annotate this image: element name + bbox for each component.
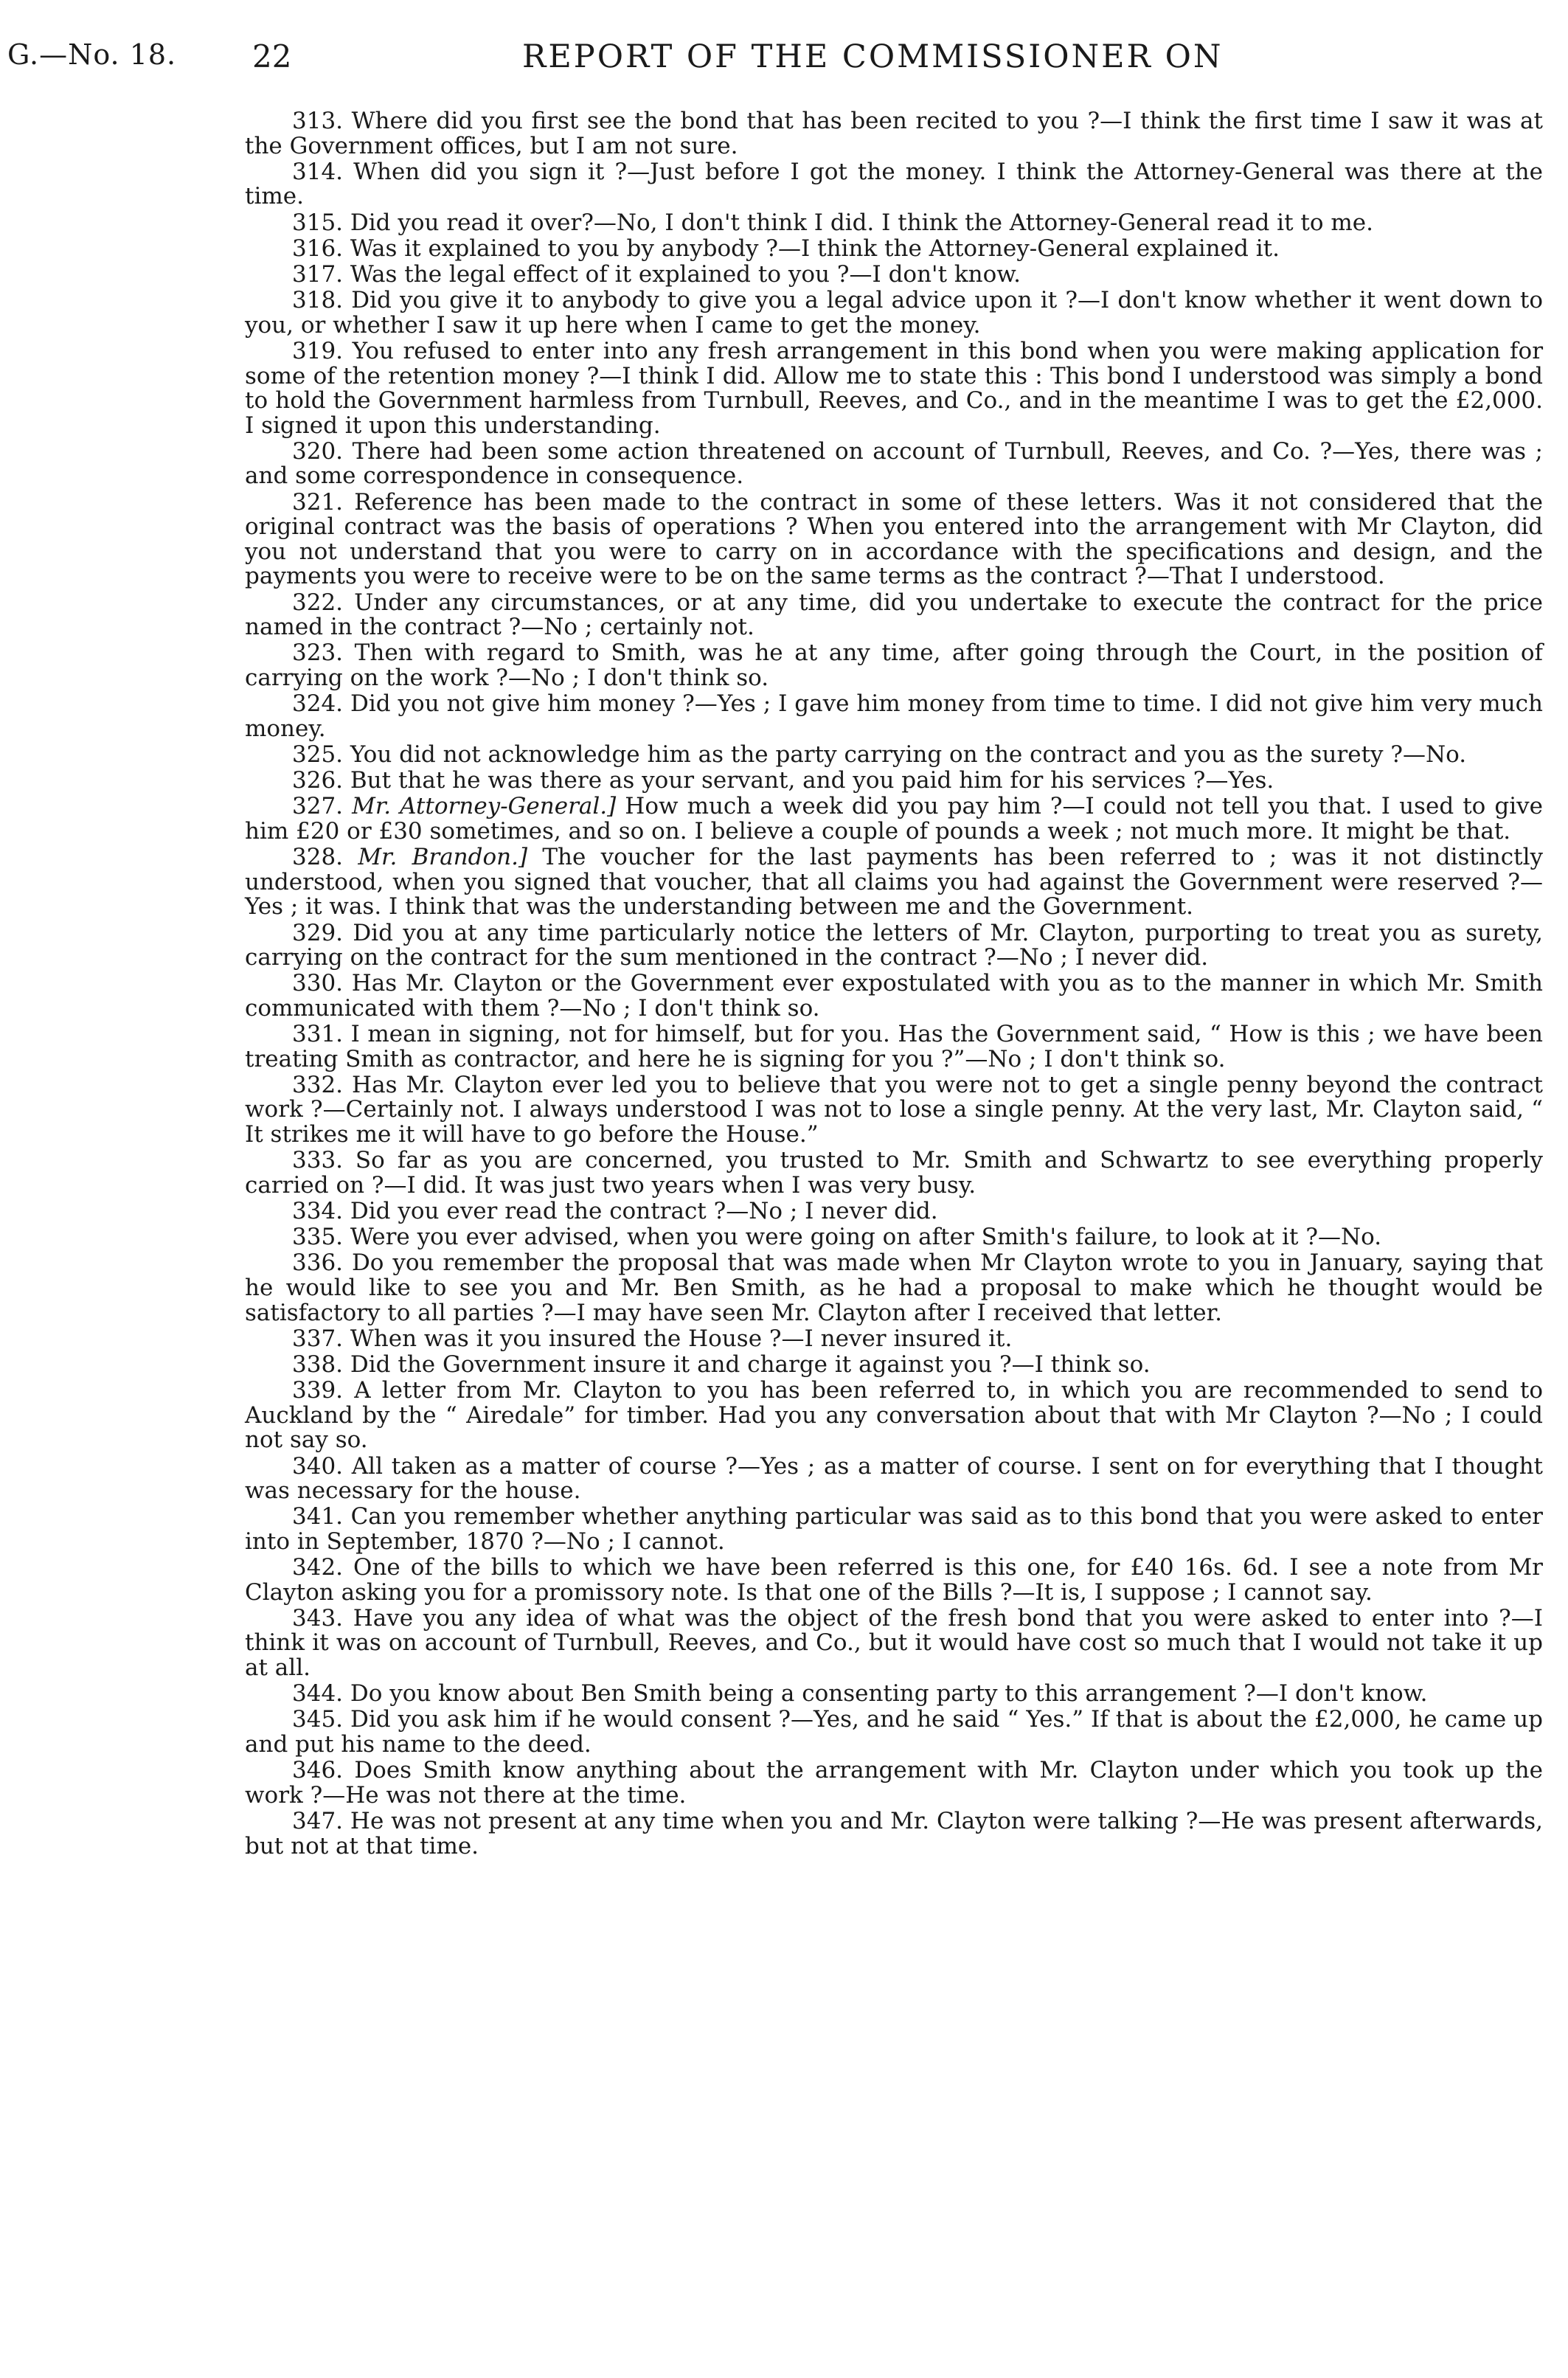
- question-answer-text: Did you read it over?—No, I don't think I did. I think the Attorney-General read it to me.: [350, 209, 1373, 236]
- question-answer-text: Did you at any time particularly notice the letters of Mr. Clayton, purporting to treat you as surety, carrying on the contract for the sum mentioned in the contract ?—No ; I never did.: [245, 919, 1543, 971]
- question-number: 344.: [292, 1680, 344, 1708]
- question-answer-text: Where did you first see the bond that has been recited to you ?—I think the first time I saw it was at the Government offices, but I am not sure.: [245, 108, 1543, 159]
- question-answer-text: You refused to enter into any fresh arrangement in this bond when you were making application for some of the retention money ?—I think I did. Allow me to state this : This bond I understood was simply a bond to hold the Government harmless from Turnbull, Reeves, and Co., and in the meantime I was to get the £2,000. I signed it upon this understanding.: [245, 337, 1544, 439]
- question-number: 334.: [292, 1198, 344, 1224]
- question-answer-text: When did you sign it ?—Just before I got the money. I think the Attorney-General was there at the time.: [245, 158, 1543, 210]
- question-answer-text: The voucher for the last payments has been referred to ; was it not distinctly understood, when you signed that voucher, that all claims you had against the Government were reserved ?—Yes ; it was. I think that was the understanding between me and the Government.: [245, 844, 1543, 921]
- question-number: 318.: [292, 287, 344, 314]
- question-number: 315.: [292, 209, 344, 236]
- question-number: 346.: [292, 1757, 344, 1784]
- testimony-paragraph: [245, 971, 1543, 1021]
- question-answer-text: But that he was there as your servant, and you paid him for his services ?—Yes.: [350, 767, 1274, 794]
- question-number: 342.: [292, 1554, 344, 1581]
- question-answer-text: One of the bills to which we have been referred is this one, for £40 16s. 6d. I see a note from Mr Clayton asking you for a promissory note. Is that one of the Bills ?—It is, I suppose ; I cannot say.: [245, 1554, 1543, 1606]
- question-number: 321.: [292, 488, 344, 516]
- question-number: 317.: [292, 260, 344, 288]
- testimony-paragraph: [245, 1327, 1543, 1352]
- testimony-paragraph: [245, 1148, 1543, 1198]
- question-number: 330.: [292, 970, 344, 997]
- question-answer-text: You did not acknowledge him as the party carrying on the contract and you as the surety ?—No.: [350, 741, 1467, 768]
- testimony-paragraph: [245, 769, 1543, 794]
- question-number: 320.: [292, 437, 344, 465]
- question-answer-text: Were you ever advised, when you were going on after Smith's failure, to look at it ?—No.: [350, 1224, 1382, 1251]
- question-number: 329.: [292, 919, 344, 946]
- speaker-label: Mr. Attorney-General.]: [352, 793, 617, 820]
- testimony-paragraph: [245, 1073, 1543, 1148]
- testimony-paragraph: [245, 1758, 1543, 1808]
- testimony-paragraph: [245, 1708, 1543, 1757]
- testimony-paragraph: [245, 1452, 1544, 1505]
- testimony-paragraph: [245, 794, 1543, 844]
- question-number: 343.: [292, 1604, 344, 1632]
- question-answer-text: Reference has been made to the contract in some of these letters. Was it not considered that the original contract was the basis of operations ? When you entered into the arrangement with Mr Clayton, did you not understand that you were to carry on in accordance with the specifications and design, and the payments you were to receive were to be on the same terms as the contract ?—That I understood.: [245, 488, 1543, 590]
- testimony-paragraph: [245, 641, 1543, 690]
- question-answer-text: Have you any idea of what was the object of the fresh bond that you were asked to enter into ?—I think it was on account of Turnbull, Reeves, and Co., but it would have cost so much that I would not take it up at all.: [245, 1604, 1543, 1682]
- question-number: 347.: [292, 1807, 344, 1834]
- question-number: 319.: [292, 337, 344, 364]
- question-number: 322.: [292, 589, 344, 616]
- question-number: 339.: [292, 1377, 344, 1404]
- question-number: 332.: [292, 1071, 344, 1098]
- question-number: 333.: [292, 1147, 344, 1174]
- testimony-paragraph: [245, 743, 1543, 768]
- testimony-paragraph: [245, 921, 1543, 971]
- question-answer-text: I mean in signing, not for himself, but for you. Has the Government said, “ How is this ; we have been treating Smith as contractor, and here he is signing for you ?”—No ; I don't think so.: [245, 1021, 1543, 1072]
- page-number: 22: [252, 38, 292, 74]
- question-answer-text: Under any circumstances, or at any time, did you undertake to execute the contract for the price named in the contract ?—No ; certainly not.: [245, 589, 1544, 641]
- question-answer-text: Did you not give him money ?—Yes ; I gave him money from time to time. I did not give him very much money.: [245, 690, 1543, 742]
- question-answer-text: Did the Government insure it and charge it against you ?—I think so.: [350, 1351, 1151, 1378]
- testimony-paragraph: [245, 160, 1543, 209]
- question-number: 345.: [292, 1706, 344, 1733]
- question-answer-text: A letter from Mr. Clayton to you has been referred to, in which you are recommended to send to Auckland by the “ Airedale” for timber. Had you any conversation about that with Mr Clayton ?—No ; I could not say so.: [245, 1377, 1543, 1454]
- testimony-paragraph: [245, 845, 1543, 920]
- question-answer-text: There had been some action threatened on account of Turnbull, Reeves, and Co. ?—Yes, there was ; and some correspondence in consequence.: [245, 437, 1543, 490]
- testimony-paragraph: [245, 1682, 1543, 1707]
- question-answer-text: Then with regard to Smith, was he at any time, after going through the Court, in the position of carrying on the work ?—No ; I don't think so.: [245, 639, 1543, 691]
- testimony-paragraph: [245, 1379, 1543, 1453]
- question-answer-text: When was it you insured the House ?—I never insured it.: [350, 1325, 1013, 1352]
- testimony-paragraph: [245, 1505, 1543, 1554]
- question-number: 340.: [292, 1452, 344, 1480]
- question-number: 313.: [292, 108, 344, 134]
- testimony-paragraph: [245, 591, 1543, 640]
- question-answer-text: So far as you are concerned, you trusted to Mr. Smith and Schwartz to see everything properly carried on ?—I did. It was just two years when I was very busy.: [245, 1147, 1544, 1199]
- question-number: 324.: [292, 690, 344, 718]
- question-answer-text: Has Mr. Clayton ever led you to believe that you were not to get a single penny beyond the contract work ?—Certainly not. I always understood I was not to lose a single penny. At the very last, Mr. Clayton said, “ It strikes me it will have to go before the House.”: [245, 1071, 1543, 1148]
- page-header: [0, 38, 1568, 83]
- testimony-paragraph: [245, 1251, 1543, 1325]
- question-number: 327.: [292, 793, 344, 820]
- question-answer-text: Has Mr. Clayton or the Government ever expostulated with you as to the manner in which Mr. Smith communicated with them ?—No ; I don't think so.: [245, 970, 1543, 1022]
- question-number: 314.: [292, 158, 344, 185]
- question-number: 328.: [292, 844, 344, 871]
- testimony-paragraph: [245, 1606, 1543, 1681]
- question-answer-text: Did you ever read the contract ?—No ; I never did.: [350, 1198, 938, 1224]
- testimony-paragraph: [245, 1556, 1543, 1605]
- question-number: 336.: [292, 1249, 344, 1277]
- testimony-paragraph: [245, 437, 1543, 490]
- testimony-paragraph: [245, 109, 1543, 159]
- speaker-label: Mr. Brandon.]: [358, 844, 528, 871]
- question-answer-text: Was the legal effect of it explained to you ?—I don't know.: [350, 260, 1021, 288]
- question-answer-text: Was it explained to you by anybody ?—I think the Attorney-General explained it.: [350, 235, 1280, 262]
- question-answer-text: Do you remember the proposal that was made when Mr Clayton wrote to you in January, saying that he would like to see you and Mr. Ben Smith, as he had a proposal to make which he thought would be satisfactory to all parties ?—I may have seen Mr. Clayton after I received that letter.: [245, 1249, 1543, 1326]
- question-number: 326.: [292, 767, 344, 794]
- question-answer-text: All taken as a matter of course ?—Yes ; as a matter of course. I sent on for everything that I thought was necessary for the house.: [245, 1452, 1544, 1505]
- testimony-paragraph: [245, 211, 1543, 236]
- testimony-paragraph: [245, 490, 1543, 589]
- question-number: 338.: [292, 1351, 344, 1378]
- question-answer-text: Can you remember whether anything particular was said as to this bond that you were asked to enter into in September, 1870 ?—No ; I cannot.: [245, 1503, 1544, 1555]
- testimony-paragraph: [245, 237, 1543, 262]
- running-title: REPORT OF THE COMMISSIONER ON: [522, 38, 1224, 75]
- question-answer-text: Does Smith know anything about the arrangement with Mr. Clayton under which you took up the work ?—He was not there at the time.: [245, 1757, 1543, 1809]
- testimony-paragraph: [245, 1353, 1543, 1378]
- question-answer-text: How much a week did you pay him ?—I could not tell you that. I used to give him £20 or £30 sometimes, and so on. I believe a couple of pounds a week ; not much more. It might be that.: [245, 793, 1543, 845]
- testimony-paragraph: [245, 692, 1543, 741]
- testimony-paragraph: [245, 1199, 1543, 1224]
- testimony-paragraph: [245, 1022, 1543, 1072]
- testimony-body: [245, 109, 1543, 1860]
- testimony-paragraph: [245, 1225, 1543, 1250]
- testimony-paragraph: [245, 1809, 1543, 1859]
- question-answer-text: Did you ask him if he would consent ?—Yes, and he said “ Yes.” If that is about the £2,000, he came up and put his name to the deed.: [245, 1706, 1543, 1758]
- question-number: 325.: [292, 741, 344, 768]
- testimony-paragraph: [245, 288, 1543, 338]
- question-number: 335.: [292, 1224, 344, 1251]
- question-answer-text: Did you give it to anybody to give you a legal advice upon it ?—I don't know whether it went down to you, or whether I saw it up here when I came to get the money.: [245, 287, 1544, 339]
- question-answer-text: Do you know about Ben Smith being a consenting party to this arrangement ?—I don't know.: [350, 1680, 1428, 1708]
- question-number: 337.: [292, 1325, 344, 1352]
- question-answer-text: He was not present at any time when you and Mr. Clayton were talking ?—He was present afterwards, but not at that time.: [245, 1807, 1543, 1859]
- testimony-paragraph: [245, 339, 1543, 438]
- document-reference: G.—No. 18.: [7, 38, 177, 71]
- question-number: 331.: [292, 1021, 344, 1048]
- testimony-paragraph: [245, 260, 1543, 288]
- question-number: 323.: [292, 639, 344, 667]
- question-number: 341.: [292, 1503, 344, 1531]
- question-number: 316.: [292, 235, 344, 262]
